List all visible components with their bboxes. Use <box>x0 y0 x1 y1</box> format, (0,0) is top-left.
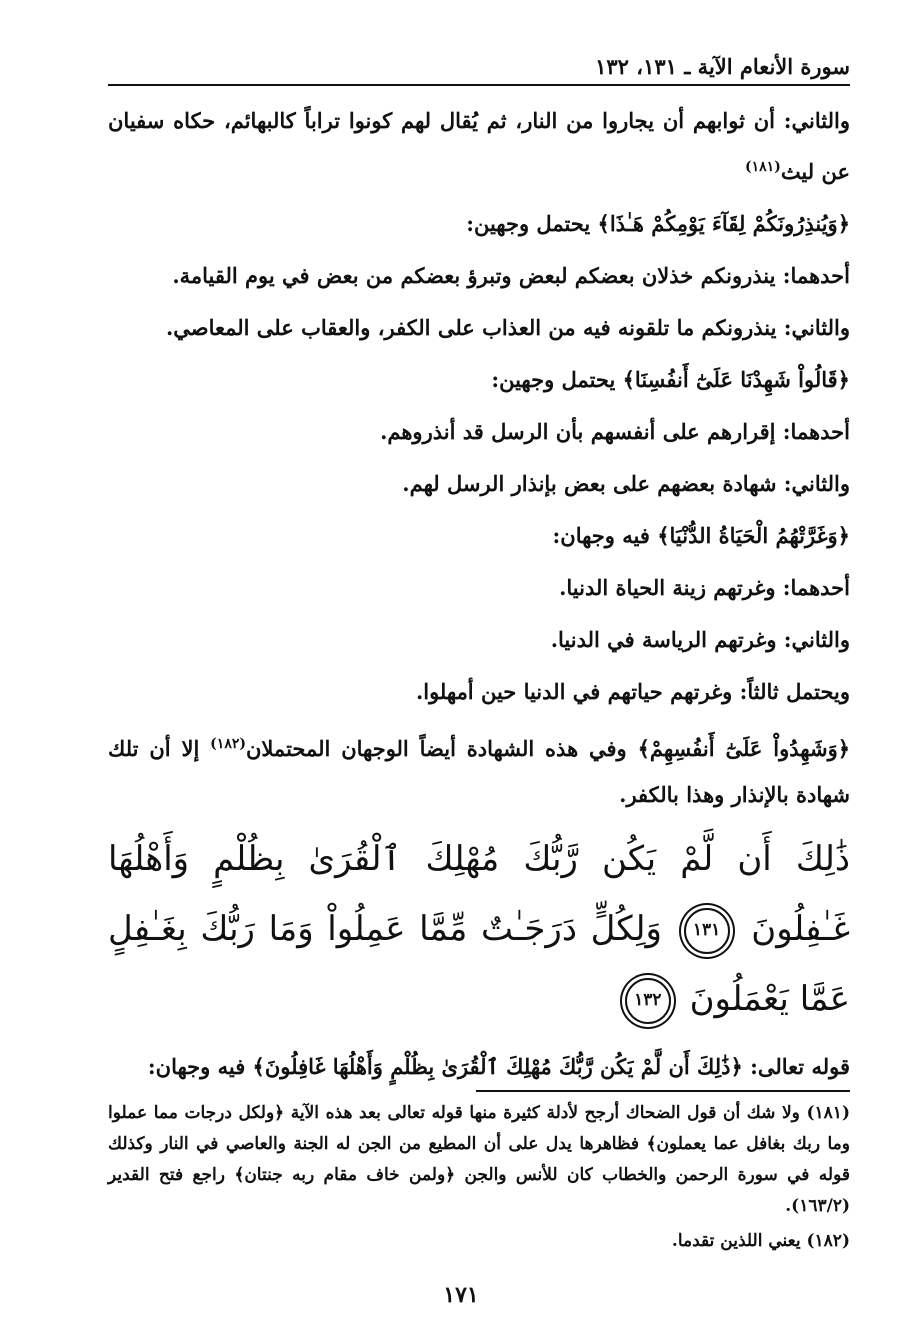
paragraph-text: يحتمل وجهين: <box>491 367 623 392</box>
paragraph: والثاني: ينذرونكم ما تلقونه فيه من العذاب على الكفر، والعقاب على المعاصي. <box>165 315 850 340</box>
verse-quote: ﴿ذَٰلِكَ أَن لَّمْ يَكُن رَّبُّكَ مُهْلِكَ ٱلْقُرَىٰ بِظُلْمٍ وَأَهْلُهَا غَافِلُونَ﴾ <box>252 1054 743 1079</box>
verse-quote: ﴿وَشَهِدُواْ عَلَىٰٓ أَنفُسِهِمْ﴾ <box>637 736 851 761</box>
footnote: (١٨١) ولا شك أن قول الضحاك أرجح لأدلة كثيرة منها قوله تعالى بعد هذه الآية ﴿ولكل درجات مما عملوا وما ربك بغافل عما يعملون﴾ فظاهرها يدل على أن المطيع من الجن له الجنة والعاصي في النار وكذلك قوله في سورة الرحمن والخطاب كان للأنس والجن ﴿ولمن خاف مقام ربه جنتان﴾ راجع فتح القدير (١٦٣/٢). <box>108 1103 850 1216</box>
quran-line: ذَٰلِكَ أَن لَّمْ يَكُن رَّبُّكَ مُهْلِكَ ٱلْقُرَىٰ بِظُلْمٍ وَأَهْلُهَا غَـٰفِلُونَ <box>108 839 851 949</box>
paragraph-text: إلا أن تلك شهادة بالإنذار وهذا بالكفر. <box>108 736 850 807</box>
paragraph-text: فيه وجهان: <box>552 523 658 548</box>
paragraph: أحدهما: ينذرونكم خذلان بعضكم لبعض وتبرؤ بعضكم من بعض في يوم القيامة. <box>172 263 850 288</box>
paragraph: ويحتمل ثالثاً: وغرتهم حياتهم في الدنيا حين أمهلوا. <box>415 679 850 704</box>
paragraph <box>108 1044 850 1090</box>
paragraph: والثاني: وغرتهم الرياسة في الدنيا. <box>550 627 850 652</box>
paragraph <box>108 513 850 559</box>
ayah-number-marker: ١٣١ <box>684 908 730 954</box>
page-number: ١٧١ <box>443 1282 479 1308</box>
paragraph-text: يحتمل وجهين: <box>466 211 598 236</box>
paragraph <box>108 357 850 403</box>
paragraph-text: والثاني: أن ثوابهم أن يجاروا من النار، ثم يُقال لهم كونوا تراباً كالبهائم، حكاه سفيان عن ليث <box>108 108 850 184</box>
footnote-divider <box>476 1090 850 1092</box>
footnote-reference[interactable]: (١٨١) <box>745 159 781 175</box>
quran-line: وَلِكُلٍّ دَرَجَـٰتٌ مِّمَّا عَمِلُواْ وَمَا رَبُّكَ بِغَـٰفِلٍ عَمَّا يَعْمَلُونَ <box>108 909 850 1019</box>
running-header <box>108 48 850 86</box>
footnotes <box>108 1098 850 1261</box>
verse-quote: ﴿وَغَرَّتْهُمُ الْحَيَاةُ الدُّنْيَا﴾ <box>657 523 850 548</box>
paragraph: والثاني: شهادة بعضهم على بعض بإنذار الرسل لهم. <box>402 471 850 496</box>
header-title: سورة الأنعام الآية ـ ١٣١، ١٣٢ <box>595 54 850 79</box>
footnote-reference[interactable]: (١٨٢) <box>210 736 246 752</box>
verse-quote: ﴿وَيُنذِرُونَكُمْ لِقَآءَ يَوْمِكُمْ هَـٰذَا﴾ <box>597 211 850 236</box>
quran-verse-block <box>108 824 850 1034</box>
paragraph-text: قوله تعالى: <box>742 1054 850 1079</box>
paragraph: أحدهما: إقرارهم على أنفسهم بأن الرسل قد أنذروهم. <box>380 419 850 444</box>
paragraph <box>108 98 850 195</box>
footnote: (١٨٢) يعني اللذين تقدما. <box>671 1231 850 1251</box>
paragraph <box>108 721 850 818</box>
ayah-number-marker: ١٣٢ <box>625 978 671 1024</box>
main-text <box>108 98 850 1096</box>
verse-quote: ﴿قَالُواْ شَهِدْنَا عَلَىٰٓ أَنفُسِنَا﴾ <box>622 367 850 392</box>
paragraph: أحدهما: وغرتهم زينة الحياة الدنيا. <box>559 575 850 600</box>
paragraph <box>108 201 850 247</box>
paragraph-text: فيه وجهان: <box>147 1054 253 1079</box>
paragraph-text: وفي هذه الشهادة أيضاً الوجهان المحتملان <box>245 736 638 761</box>
